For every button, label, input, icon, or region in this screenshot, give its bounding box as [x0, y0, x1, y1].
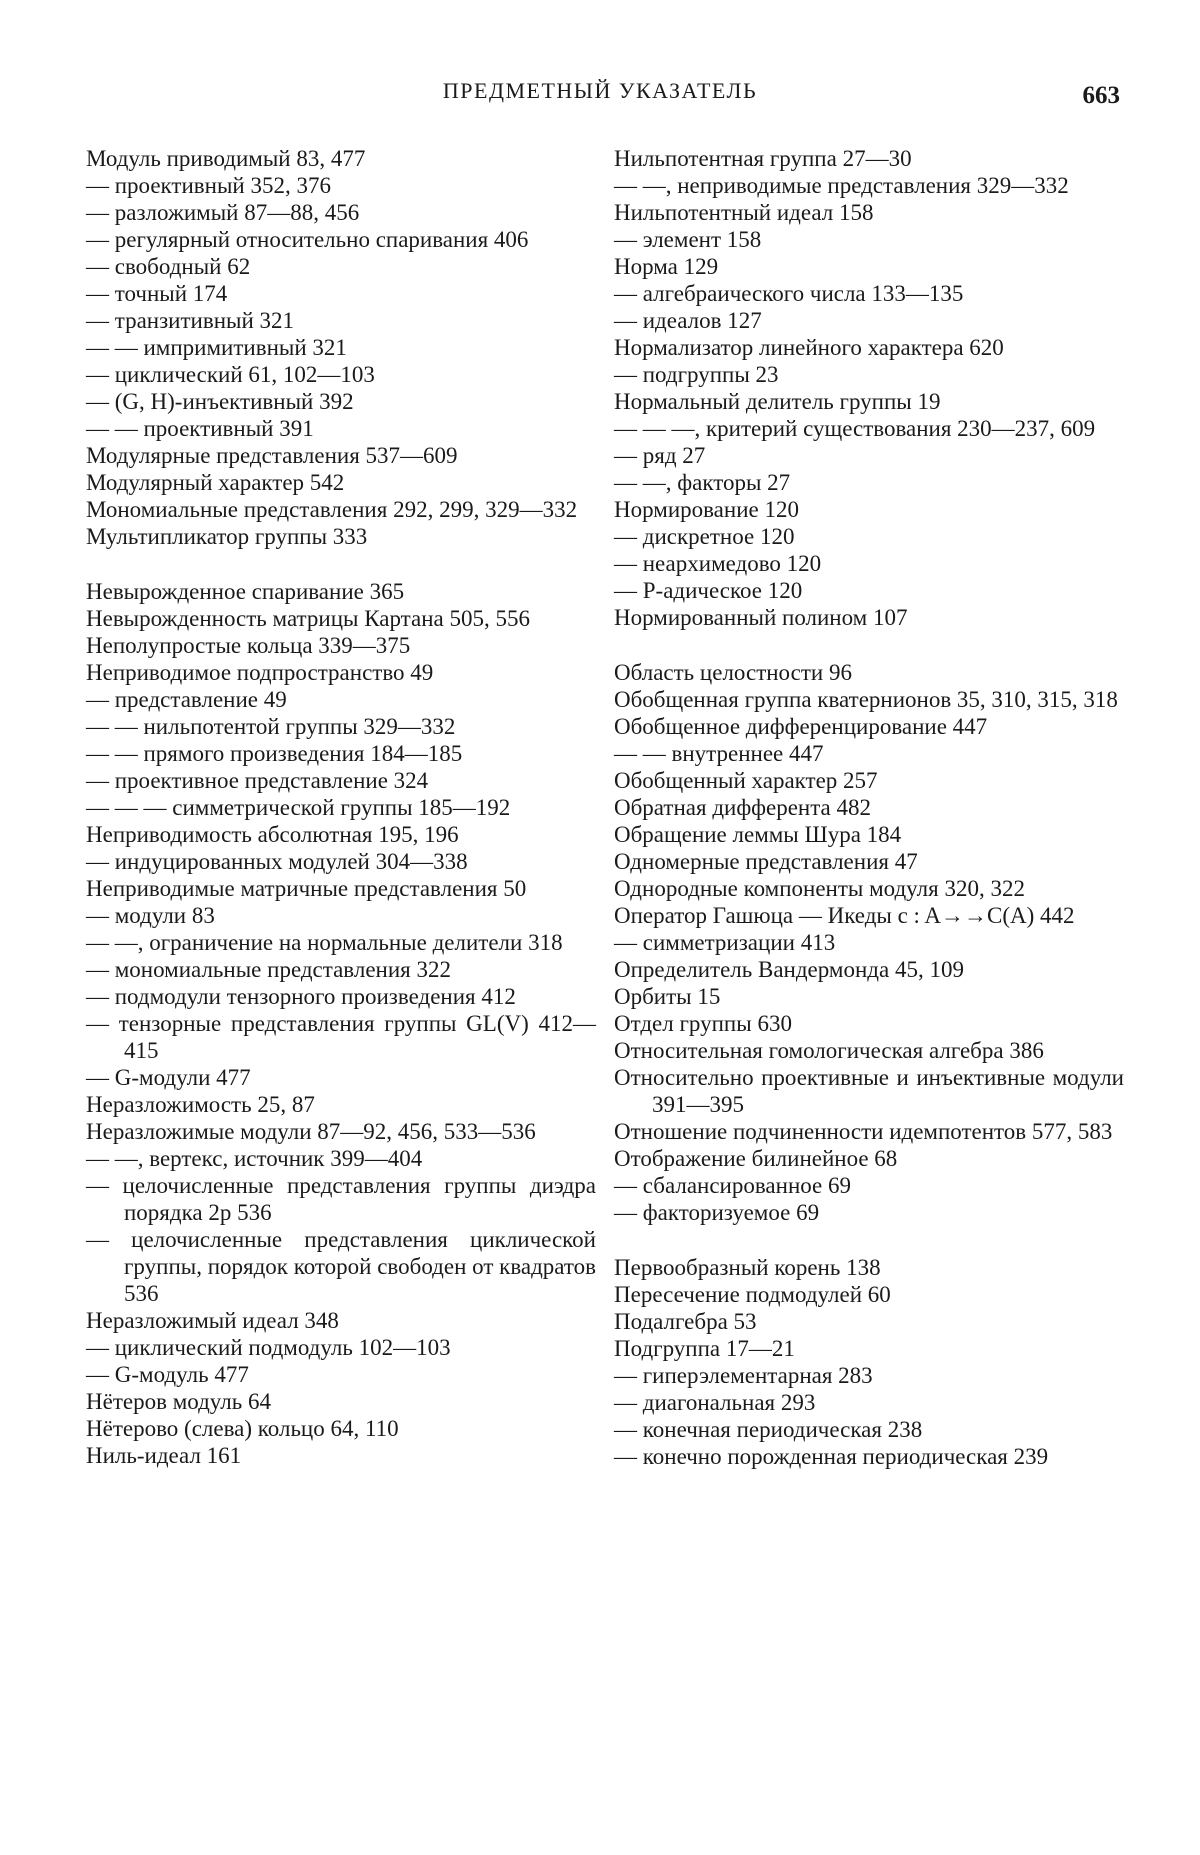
- index-entry: — алгебраического числа 133—135: [614, 281, 964, 306]
- index-entry: Отдел группы 630: [614, 1011, 792, 1036]
- index-entry: — сбалансированное 69: [614, 1173, 851, 1198]
- index-entry: — — нильпотентой группы 329—332: [86, 714, 456, 739]
- index-entry: — точный 174: [86, 281, 228, 306]
- index-entry: Отношение подчиненности идемпотентов 577, 583: [614, 1119, 1113, 1144]
- index-entry: Неприводимость абсолютная 195, 196: [86, 822, 459, 847]
- index-entry: — — прямого произведения 184—185: [86, 741, 463, 766]
- index-entry: — факторизуемое 69: [614, 1200, 820, 1225]
- index-entry: Неразложимые модули 87—92, 456, 533—536: [86, 1119, 536, 1144]
- index-entry: Невырожденное спаривание 365: [86, 579, 405, 604]
- index-entry: — —, ограничение на нормальные делители 318: [86, 930, 563, 955]
- index-entry: — — проективный 391: [86, 416, 314, 441]
- index-entry: Относительно проективные и инъективные модули 391—395: [614, 1065, 1124, 1117]
- page-title: ПРЕДМЕТНЫЙ УКАЗАТЕЛЬ: [442, 78, 758, 103]
- right-column: [614, 145, 1124, 1470]
- index-entry: — —, вертекс, источник 399—404: [86, 1146, 423, 1171]
- index-entry: Ниль-идеал 161: [86, 1443, 242, 1468]
- index-entry: Первообразный корень 138: [614, 1255, 881, 1280]
- index-entry: — проективный 352, 376: [86, 173, 331, 198]
- index-entry: Модулярные представления 537—609: [86, 443, 458, 468]
- index-entry: Нормальный делитель группы 19: [614, 389, 941, 414]
- index-entry: Относительная гомологическая алгебра 386: [614, 1038, 1044, 1063]
- index-entry: — G-модули 477: [86, 1065, 251, 1090]
- index-entry: — —, неприводимые представления 329—332: [614, 173, 1069, 198]
- index-entry: — конечная периодическая 238: [614, 1417, 923, 1442]
- index-entry: — гиперэлементарная 283: [614, 1363, 873, 1388]
- index-entry: Норма 129: [614, 254, 719, 279]
- page-header: [0, 78, 1200, 118]
- index-entry: — регулярный относительно спаривания 406: [86, 227, 529, 252]
- index-entry: Орбиты 15: [614, 984, 721, 1009]
- index-entry: Модулярный характер 542: [86, 470, 345, 495]
- index-entry: — дискретное 120: [614, 524, 795, 549]
- index-entry: — подгруппы 23: [614, 362, 779, 387]
- index-entry: — модули 83: [86, 903, 215, 928]
- index-entry: — G-модуль 477: [86, 1362, 249, 1387]
- index-entry: Нётерово (слева) кольцо 64, 110: [86, 1416, 399, 1441]
- index-entry: Область целостности 96: [614, 660, 852, 685]
- index-entry: Обобщенная группа кватернионов 35, 310, 315, 318: [614, 687, 1118, 712]
- index-entry: — —, факторы 27: [614, 470, 791, 495]
- index-entry: — целочисленные представления циклической группы, порядок которой свободен от квадратов 536: [86, 1227, 597, 1306]
- index-entry: — проективное представление 324: [86, 768, 429, 793]
- index-entry: Одномерные представления 47: [614, 849, 918, 874]
- index-entry: Нормирование 120: [614, 497, 799, 522]
- index-entry: — представление 49: [86, 687, 287, 712]
- page-number: 663: [1082, 82, 1120, 109]
- index-entry: — конечно порожденная периодическая 239: [614, 1444, 1049, 1469]
- index-entry: — ряд 27: [614, 443, 706, 468]
- section-gap: [614, 1226, 1124, 1254]
- index-entry: — мономиальные представления 322: [86, 957, 451, 982]
- index-entry: — подмодули тензорного произведения 412: [86, 984, 516, 1009]
- index-entry: Подалгебра 53: [614, 1309, 757, 1334]
- index-entry: Оператор Гашюца — Икеды c : A→→C(A) 442: [614, 903, 1075, 928]
- index-entry: Подгруппа 17—21: [614, 1336, 795, 1361]
- index-entry: — циклический подмодуль 102—103: [86, 1335, 451, 1360]
- section-gap: [86, 550, 596, 578]
- index-entry: Модуль приводимый 83, 477: [86, 146, 366, 171]
- index-entry: Неприводимые матричные представления 50: [86, 876, 527, 901]
- index-entry: Определитель Вандермонда 45, 109: [614, 957, 964, 982]
- index-entry: Нормализатор линейного характера 620: [614, 335, 1004, 360]
- index-entry: Нильпотентная группа 27—30: [614, 146, 912, 171]
- index-entry: Нильпотентный идеал 158: [614, 200, 874, 225]
- index-entry: Пересечение подмодулей 60: [614, 1282, 891, 1307]
- index-entry: Однородные компоненты модуля 320, 322: [614, 876, 1025, 901]
- index-entry: — — импримитивный 321: [86, 335, 347, 360]
- index-entry: Неразложимость 25, 87: [86, 1092, 315, 1117]
- section-gap: [614, 631, 1124, 659]
- index-entry: Отображение билинейное 68: [614, 1146, 898, 1171]
- index-entry: — тензорные представления группы GL(V) 412—415: [86, 1011, 596, 1063]
- index-entry: — циклический 61, 102—103: [86, 362, 375, 387]
- index-entry: Мультипликатор группы 333: [86, 524, 368, 549]
- index-entry: Неприводимое подпространство 49: [86, 660, 434, 685]
- index-entry: Обратная дифферента 482: [614, 795, 872, 820]
- index-entry: — — —, критерий существования 230—237, 609: [614, 416, 1096, 441]
- index-entry: Обращение леммы Шура 184: [614, 822, 902, 847]
- index-entry: — P-адическое 120: [614, 578, 803, 603]
- index-entry: — элемент 158: [614, 227, 762, 252]
- left-column: [86, 145, 596, 1469]
- index-entry: Неразложимый идеал 348: [86, 1308, 339, 1333]
- index-entry: — идеалов 127: [614, 308, 762, 333]
- index-entry: Неполупростые кольца 339—375: [86, 633, 411, 658]
- index-entry: — транзитивный 321: [86, 308, 295, 333]
- index-entry: Невырожденность матрицы Картана 505, 556: [86, 606, 530, 631]
- index-entry: — диагональная 293: [614, 1390, 816, 1415]
- index-entry: — симметризации 413: [614, 930, 836, 955]
- index-entry: — свободный 62: [86, 254, 251, 279]
- index-entry: — — внутреннее 447: [614, 741, 824, 766]
- index-entry: — разложимый 87—88, 456: [86, 200, 360, 225]
- index-entry: — — — симметрической группы 185—192: [86, 795, 511, 820]
- index-entry: — (G, H)-инъективный 392: [86, 389, 354, 414]
- index-entry: Обобщенный характер 257: [614, 768, 878, 793]
- index-entry: — целочисленные представления группы диэдра порядка 2p 536: [86, 1173, 596, 1225]
- index-entry: Мономиальные представления 292, 299, 329—332: [86, 497, 578, 522]
- index-entry: Нормированный полином 107: [614, 605, 908, 630]
- index-entry: Обобщенное дифференцирование 447: [614, 714, 988, 739]
- index-entry: — индуцированных модулей 304—338: [86, 849, 468, 874]
- index-entry: — неархимедово 120: [614, 551, 822, 576]
- index-entry: Нётеров модуль 64: [86, 1389, 271, 1414]
